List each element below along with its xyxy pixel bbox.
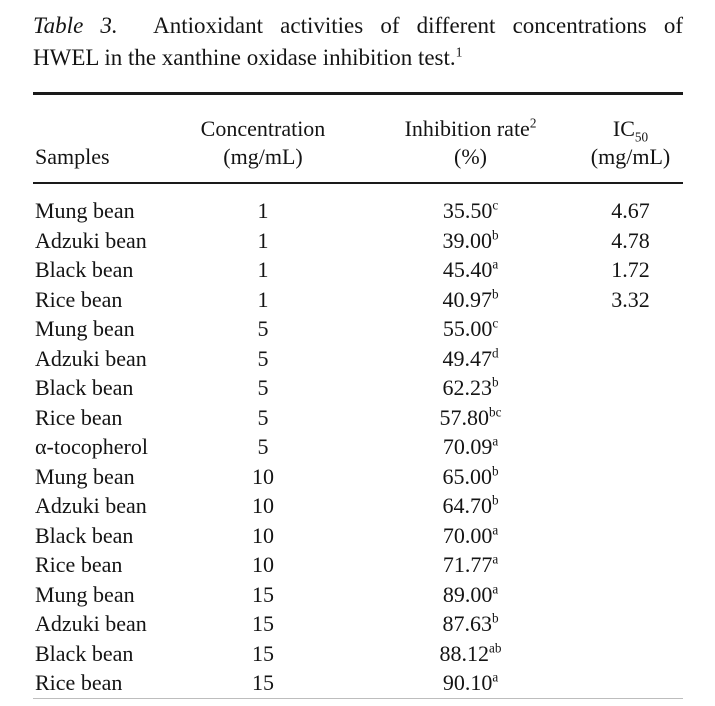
inhibition-rate-cell	[363, 285, 578, 315]
header-inhibition-label	[363, 115, 578, 143]
ic50-cell	[578, 609, 683, 639]
inhibition-rate-cell	[363, 580, 578, 610]
sample-cell: Black bean	[35, 640, 134, 666]
header-ic50-text: IC	[612, 116, 635, 141]
sample-cell: Mung bean	[35, 463, 135, 489]
sample-cell: Black bean	[35, 522, 134, 548]
inhibition-rate-value: 62.23	[442, 375, 492, 400]
table-caption	[33, 10, 683, 74]
table-row	[33, 226, 683, 256]
header-inhibition-footnote-marker: 2	[529, 115, 537, 131]
inhibition-rate-value: 88.12	[439, 640, 490, 666]
concentration-cell: 10	[252, 552, 274, 577]
table-row	[33, 432, 683, 462]
significance-superscript: a	[492, 669, 499, 685]
concentration-cell: 15	[252, 581, 274, 607]
inhibition-rate-value: 49.47	[442, 345, 492, 371]
ic50-cell	[578, 403, 683, 433]
sample-cell: Mung bean	[35, 198, 135, 223]
header-ic50-label	[578, 115, 683, 143]
significance-superscript: bc	[489, 404, 502, 420]
caption-text-continued: HWEL in the xanthine oxidase inhibition test.	[33, 45, 456, 70]
ic50-cell	[578, 491, 683, 521]
caption-line-2	[33, 42, 683, 74]
sample-cell: Adzuki bean	[35, 611, 147, 636]
concentration-cell: 10	[252, 522, 274, 548]
significance-superscript: a	[492, 256, 499, 272]
ic50-cell: 4.67	[611, 198, 650, 223]
inhibition-rate-value: 57.80	[439, 404, 490, 430]
concentration-cell: 1	[257, 227, 269, 253]
inhibition-rate-cell	[363, 432, 578, 462]
inhibition-rate-value: 45.40	[442, 257, 493, 282]
significance-superscript: a	[492, 551, 499, 567]
concentration-cell: 1	[257, 286, 269, 312]
concentration-cell: 5	[257, 345, 269, 371]
ic50-cell	[578, 432, 683, 462]
inhibition-rate-cell	[363, 403, 578, 433]
header-samples-label: Samples	[35, 144, 110, 169]
caption-footnote-marker: 1	[455, 44, 463, 60]
table-row	[33, 183, 683, 226]
table-number-label: Table 3.	[33, 13, 118, 38]
concentration-cell: 5	[257, 316, 269, 341]
inhibition-rate-value: 70.00	[442, 522, 493, 548]
sample-cell: Rice bean	[35, 286, 123, 312]
table-row	[33, 285, 683, 315]
inhibition-rate-cell	[363, 344, 578, 374]
ic50-cell	[578, 462, 683, 492]
column-header-samples	[33, 94, 163, 184]
significance-superscript: b	[491, 227, 499, 243]
inhibition-rate-cell	[363, 609, 578, 639]
significance-superscript: c	[492, 315, 499, 331]
ic50-cell	[578, 373, 683, 403]
ic50-cell: 4.78	[611, 227, 650, 253]
concentration-cell: 1	[257, 257, 269, 282]
significance-superscript: b	[491, 463, 499, 479]
inhibition-rate-value: 64.70	[442, 493, 492, 518]
table-body	[33, 183, 683, 698]
inhibition-rate-cell	[363, 183, 578, 226]
inhibition-rate-value: 89.00	[442, 581, 493, 607]
inhibition-rate-cell	[363, 226, 578, 256]
sample-cell: Black bean	[35, 375, 134, 400]
sample-cell: Rice bean	[35, 670, 123, 695]
significance-superscript: d	[491, 345, 499, 361]
inhibition-rate-value: 39.00	[442, 227, 492, 253]
sample-cell: α-tocopherol	[35, 434, 148, 459]
table-row	[33, 344, 683, 374]
concentration-cell: 5	[257, 434, 269, 459]
inhibition-rate-cell	[363, 462, 578, 492]
ic50-cell: 3.32	[611, 286, 650, 312]
header-ic50-unit: (mg/mL)	[590, 144, 671, 169]
table-row	[33, 403, 683, 433]
significance-superscript: b	[491, 610, 499, 626]
concentration-cell: 10	[252, 463, 274, 489]
column-header-inhibition-rate	[363, 94, 578, 184]
ic50-cell	[578, 550, 683, 580]
sample-cell: Rice bean	[35, 552, 123, 577]
results-table	[33, 92, 683, 699]
table-row	[33, 314, 683, 344]
sample-cell: Mung bean	[35, 581, 135, 607]
column-header-concentration	[163, 94, 363, 184]
table-row	[33, 668, 683, 698]
sample-cell: Black bean	[35, 257, 134, 282]
table-row	[33, 521, 683, 551]
inhibition-rate-value: 71.77	[442, 552, 493, 577]
table-row	[33, 639, 683, 669]
concentration-cell: 5	[257, 375, 269, 400]
concentration-cell: 15	[252, 611, 274, 636]
table-row	[33, 609, 683, 639]
ic50-cell	[578, 668, 683, 698]
significance-superscript: b	[491, 286, 499, 302]
inhibition-rate-cell	[363, 491, 578, 521]
sample-cell: Rice bean	[35, 404, 123, 430]
header-concentration-label: Concentration	[200, 116, 326, 141]
sample-cell: Adzuki bean	[35, 227, 147, 253]
ic50-cell	[578, 580, 683, 610]
concentration-cell: 1	[257, 198, 269, 223]
caption-text: Antioxidant activities of different concentrations of	[153, 13, 683, 38]
significance-superscript: b	[491, 374, 499, 390]
inhibition-rate-value: 40.97	[442, 286, 492, 312]
table-row	[33, 255, 683, 285]
ic50-cell	[578, 639, 683, 669]
concentration-cell: 5	[257, 404, 269, 430]
inhibition-rate-cell	[363, 668, 578, 698]
inhibition-rate-value: 70.09	[442, 434, 493, 459]
inhibition-rate-value: 87.63	[442, 611, 492, 636]
caption-line-1	[33, 10, 683, 42]
header-ic50-subscript: 50	[634, 129, 649, 145]
sample-cell: Adzuki bean	[35, 493, 147, 518]
table-row	[33, 491, 683, 521]
significance-superscript: ab	[489, 640, 502, 656]
ic50-cell: 1.72	[611, 257, 650, 282]
significance-superscript: a	[492, 522, 499, 538]
ic50-cell	[578, 521, 683, 551]
inhibition-rate-value: 35.50	[442, 198, 493, 223]
ic50-cell	[578, 314, 683, 344]
inhibition-rate-cell	[363, 314, 578, 344]
significance-superscript: a	[492, 433, 499, 449]
concentration-cell: 15	[252, 640, 274, 666]
header-inhibition-unit: (%)	[454, 144, 487, 169]
column-header-ic50	[578, 94, 683, 184]
header-inhibition-text: Inhibition rate	[404, 116, 530, 141]
ic50-cell	[578, 344, 683, 374]
inhibition-rate-cell	[363, 373, 578, 403]
table-header	[33, 94, 683, 184]
inhibition-rate-cell	[363, 639, 578, 669]
sample-cell: Adzuki bean	[35, 345, 147, 371]
inhibition-rate-cell	[363, 521, 578, 551]
table-row	[33, 373, 683, 403]
table-row	[33, 462, 683, 492]
sample-cell: Mung bean	[35, 316, 135, 341]
concentration-cell: 10	[252, 493, 274, 518]
table-row	[33, 580, 683, 610]
inhibition-rate-cell	[363, 255, 578, 285]
inhibition-rate-cell	[363, 550, 578, 580]
table-row	[33, 550, 683, 580]
header-row	[33, 94, 683, 184]
inhibition-rate-value: 55.00	[442, 316, 493, 341]
significance-superscript: a	[492, 581, 499, 597]
concentration-cell: 15	[252, 670, 274, 695]
inhibition-rate-value: 90.10	[442, 670, 493, 695]
significance-superscript: c	[492, 197, 499, 213]
header-concentration-unit: (mg/mL)	[223, 144, 303, 169]
significance-superscript: b	[491, 492, 499, 508]
inhibition-rate-value: 65.00	[442, 463, 492, 489]
